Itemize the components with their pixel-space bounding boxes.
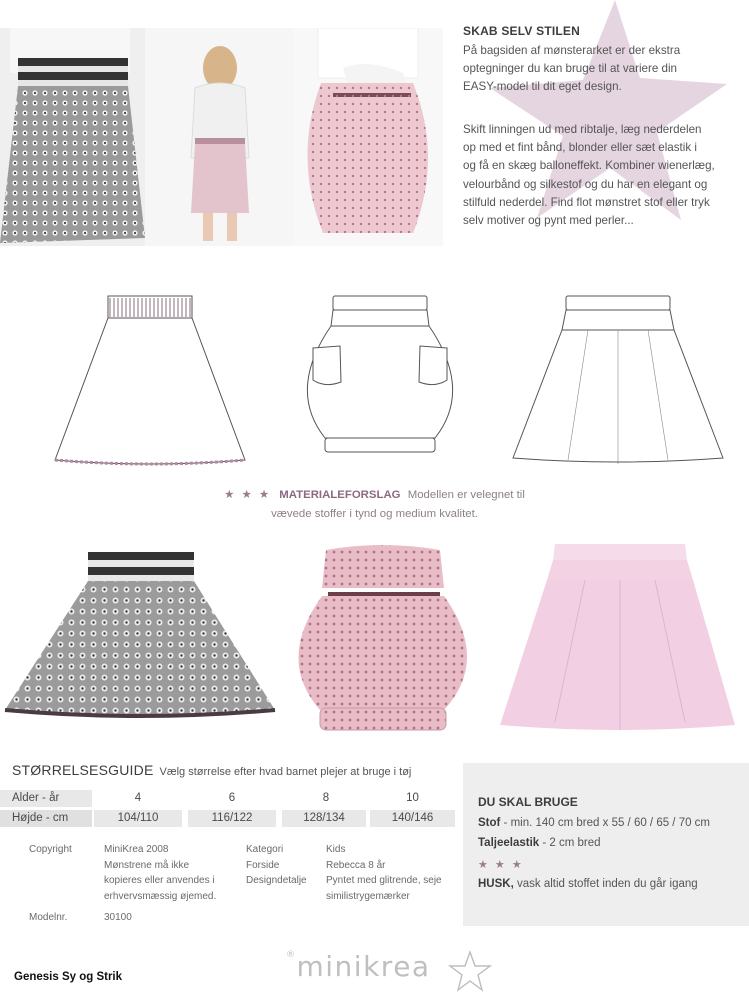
- requirements-title: DU SKAL BRUGE: [478, 795, 578, 809]
- rating-stars-icon: ★ ★ ★: [224, 489, 272, 501]
- material-line2: vævede stoffer i tynd og medium kvalitet.: [271, 508, 478, 520]
- category-labels: Kategori Forside Designdetalje: [246, 844, 307, 886]
- size-cell: 8: [322, 792, 330, 804]
- panel-stars-icon: ★ ★ ★: [478, 859, 524, 871]
- size-cell: 6: [228, 792, 236, 804]
- minikrea-logo: ®minikrea: [286, 950, 431, 983]
- size-guide-heading: [12, 762, 411, 778]
- size-row-height: [0, 810, 455, 827]
- size-cell: 10: [406, 792, 419, 804]
- size-cell: 128/134: [282, 810, 366, 827]
- drawing-skirt-rib-waist: [50, 290, 250, 476]
- copyright-label: Copyright: [29, 844, 72, 855]
- material-suggestion: [0, 486, 749, 524]
- size-cell: 4: [134, 792, 142, 804]
- drawing-gored-skirt: [508, 290, 728, 476]
- category-values: Kids Rebecca 8 år Pyntet med glitrende, seje similistrygemærker: [326, 844, 442, 902]
- size-cell: 116/122: [188, 810, 276, 827]
- size-guide-title: STØRRELSESGUIDE: [12, 762, 154, 778]
- photo-balloon-skirt: [293, 28, 443, 246]
- size-row-label: Højde - cm: [0, 810, 92, 827]
- intro-paragraph-1: På bagsiden af mønsterarket er der ekstra optegninger du kan bruge til at variere din EASY-model til dit eget design.: [463, 44, 681, 94]
- requirement-wash-note: HUSK, vask altid stoffet inden du går igang: [478, 878, 698, 890]
- footer-brand: Genesis Sy og Strik: [14, 971, 123, 983]
- size-row-label: Alder - år: [0, 790, 92, 807]
- photo-girl-back: [145, 28, 293, 246]
- material-line1: Modellen er velegnet til: [407, 489, 525, 501]
- logo-star-icon: [448, 950, 492, 994]
- photo-product-striped-skirt: [0, 540, 285, 740]
- drawing-balloon-skirt: [295, 290, 465, 476]
- material-title: MATERIALEFORSLAG: [279, 489, 401, 501]
- intro-title: SKAB SELV STILEN: [463, 24, 580, 38]
- model-value: 30100: [104, 912, 132, 923]
- size-guide-subtitle: Vælg størrelse efter hvad barnet plejer at bruge i tøj: [159, 766, 412, 778]
- intro-paragraph-2: Skift linningen ud med ribtalje, læg nederdelen op med et fint bånd, blonder eller sæt elastik i og få en skæg balloneffekt. Kombiner wienerlæg, velourbånd og silkestof og du har en elegant og stilfuld nederdel. Find flot mønstret stof eller tryk selv motiver og pynt med perler...: [463, 123, 715, 228]
- size-cell: 104/110: [94, 810, 182, 827]
- size-row-age: [0, 790, 455, 807]
- size-cell: 140/146: [370, 810, 455, 827]
- requirement-fabric: Stof - min. 140 cm bred x 55 / 60 / 65 / 70 cm: [478, 817, 711, 829]
- copyright-text: MiniKrea 2008 Mønstrene må ikke kopieres eller anvendes i erhvervsmæssig øjemed.: [104, 844, 217, 902]
- model-label: Modelnr.: [29, 912, 68, 923]
- photo-product-pink-skirt: [495, 540, 740, 740]
- photo-product-balloon-skirt: [290, 540, 475, 740]
- requirement-elastic: Taljeelastik - 2 cm bred: [478, 837, 601, 849]
- photo-skirt-striped-waist: [0, 28, 145, 246]
